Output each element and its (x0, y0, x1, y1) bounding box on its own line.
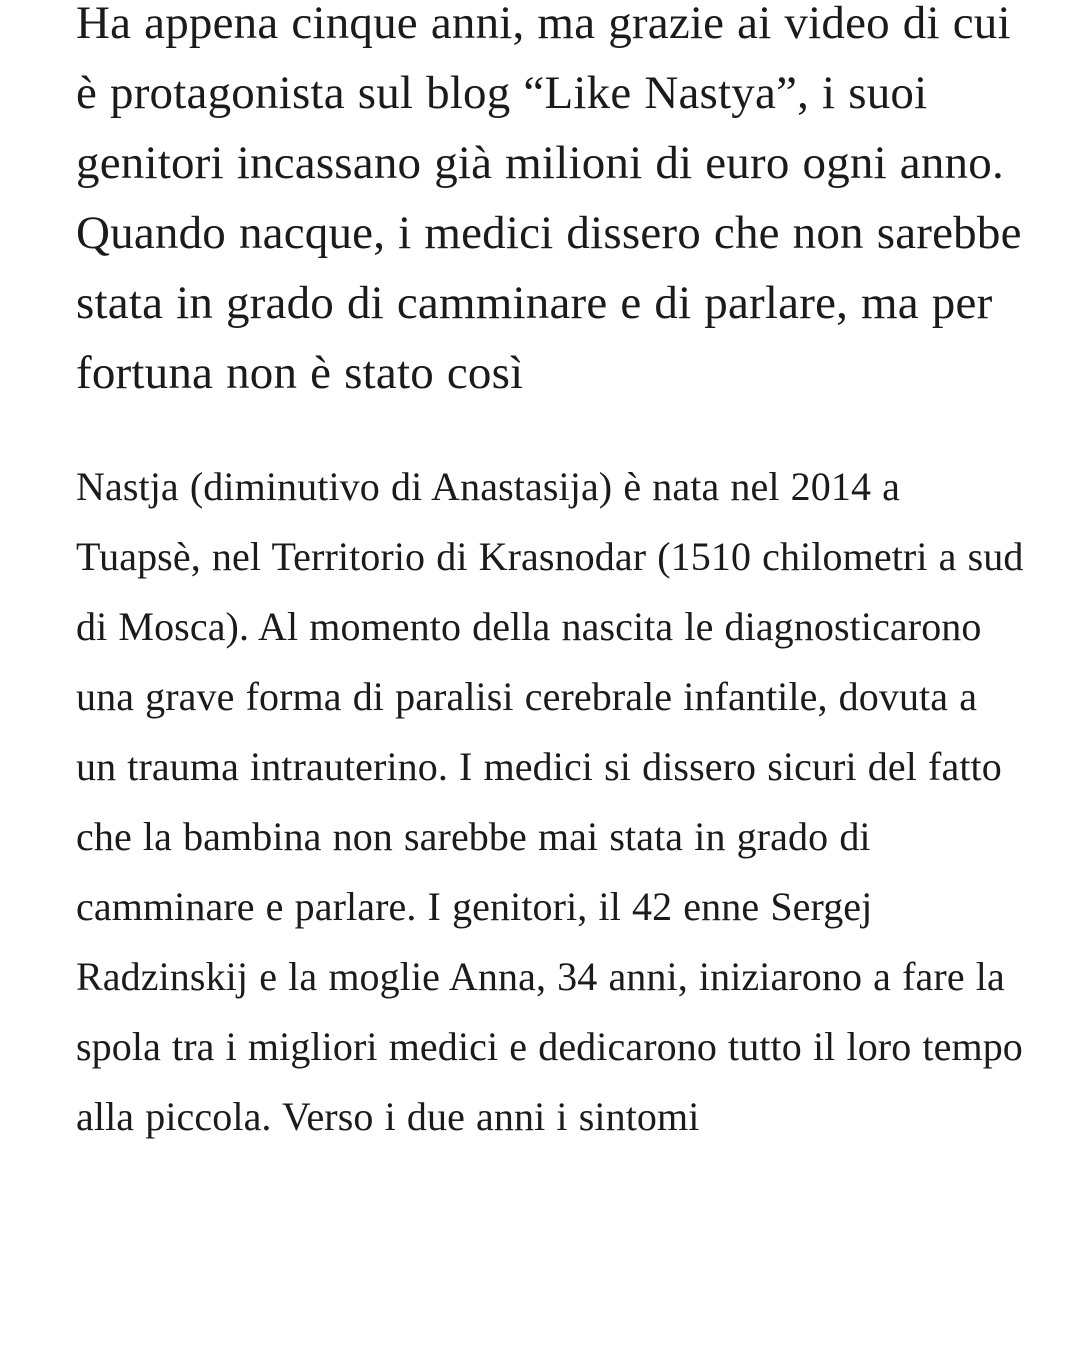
article-content (76, 0, 1026, 1152)
article-lead: Ha appena cinque anni, ma grazie ai video di cui è protagonista sul blog “Like Nastya”, i suoi genitori incassano già milioni di euro ogni anno. Quando nacque, i medici dissero che non sarebbe stata in grado di camminare e di parlare, ma per fortuna non è stato così (76, 0, 1022, 399)
article-body-paragraph: Nastja (diminutivo di Anastasija) è nata nel 2014 a Tuapsè, nel Territorio di Krasnodar (1510 chilometri a sud di Mosca). Al momento della nascita le diagnosticarono una grave forma di paralisi cerebrale infantile, dovuta a un trauma intrauterino. I medici si dissero sicuri del fatto che la bambina non sarebbe mai stata in grado di camminare e parlare. I genitori, il 42 enne Sergej Radzinskij e la moglie Anna, 34 anni, iniziarono a fare la spola tra i migliori medici e dedicarono tutto il loro tempo alla piccola. Verso i due anni i sintomi (76, 464, 1024, 1139)
